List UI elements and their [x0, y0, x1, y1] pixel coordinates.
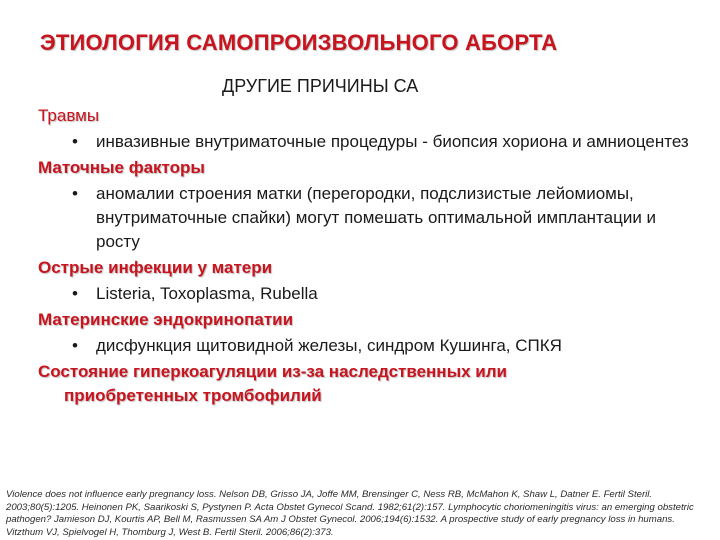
references-footnote: Violence does not influence early pregnancy loss. Nelson DB, Grisso JA, Joffe MM, Brensinger C, Ness RB, McMahon K, Shaw L, Datner E. Fertil Steril. 2003;80(5):1205. Heinonen PK, Saarikoski S, Pystynen P. Acta Obstet Gynecol Scand. 1982;61(2):157. Lymphocytic choriomeningitis virus: an emerging obstetric pathogen? Jamieson DJ, Kourtis AP, Bell M, Rasmussen SA Am J Obstet Gynecol. 2006;194(6):1532. A prospective study of early pregnancy loss in humans. Vitzthum VJ, Spielvogel H, Thornburg J, West B. Fertil Steril. 2006;86(2):373.	[6, 489, 694, 538]
bullet-icon: •	[72, 184, 78, 203]
slide-title: ЭТИОЛОГИЯ САМОПРОИЗВОЛЬНОГО АБОРТА	[40, 30, 558, 55]
list-item-uterine	[38, 182, 698, 254]
list-item-text: аномалии строения матки (перегородки, подслизистые лейомиомы, внутриматочные спайки) могут помешать оптимальной имплантации и росту	[96, 184, 657, 251]
bullet-icon: •	[72, 132, 78, 151]
content-list	[38, 104, 698, 408]
heading-line: Состояние гиперкоагуляции из-за наследственных или	[38, 362, 507, 381]
category-heading-infections: Острые инфекции у матери	[38, 258, 273, 277]
heading-line: приобретенных тромбофилий	[64, 386, 322, 405]
list-item-infections	[38, 282, 698, 306]
bullet-icon: •	[72, 336, 78, 355]
category-heading-trauma: Травмы	[38, 106, 100, 125]
slide-subtitle: ДРУГИЕ ПРИЧИНЫ СА	[222, 76, 419, 96]
list-item-endocrine	[38, 334, 698, 358]
list-item-text: Listeria, Toxoplasma, Rubella	[96, 284, 318, 303]
category-heading-uterine: Маточные факторы	[38, 158, 205, 177]
list-item-text: дисфункция щитовидной железы, синдром Кушинга, СПКЯ	[96, 336, 562, 355]
category-heading-endocrine: Материнские эндокринопатии	[38, 310, 294, 329]
bullet-icon: •	[72, 284, 78, 303]
list-item-text: инвазивные внутриматочные процедуры - биопсия хориона и амниоцентез	[96, 132, 689, 151]
category-heading-hypercoagulation	[38, 360, 698, 408]
list-item-trauma	[38, 130, 698, 154]
